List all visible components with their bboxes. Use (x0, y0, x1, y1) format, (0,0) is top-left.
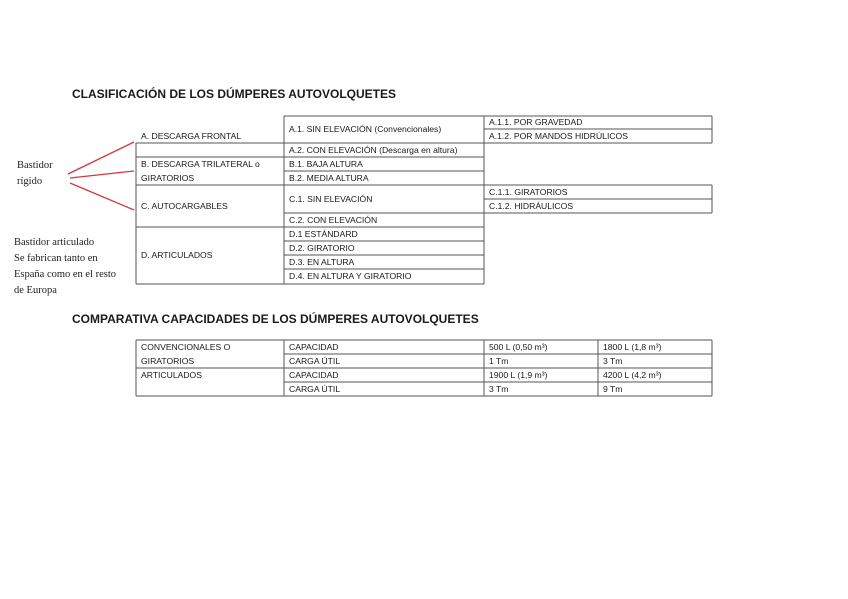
comparison-row-value1: 1900 L (1,9 m³) (489, 370, 548, 380)
classification-title: CLASIFICACIÓN DE LOS DÚMPERES AUTOVOLQUETES (72, 87, 397, 101)
subcategory-c1: C.1. SIN ELEVACIÓN (289, 194, 373, 204)
comparison-row-value1: 3 Tm (489, 384, 509, 394)
comparison-row-label: CARGA ÚTIL (289, 384, 341, 394)
subtype-a12: A.1.2. POR MANDOS HIDRÚLICOS (489, 131, 628, 141)
subcategory-a2: A.2. CON ELEVACIÓN (Descarga en altura) (289, 145, 458, 155)
subtype-c12: C.1.2. HIDRÁULICOS (489, 201, 574, 211)
connector-lines (68, 142, 134, 210)
subcategory-c2: C.2. CON ELEVACIÓN (289, 215, 378, 225)
comparison-row-value1: 1 Tm (489, 356, 509, 366)
comparison-row-value2: 3 Tm (603, 356, 623, 366)
articulated-note-line1: Bastidor articulado (14, 237, 95, 248)
category-d: D. ARTICULADOS (141, 250, 213, 260)
subtype-c11: C.1.1. GIRATORIOS (489, 187, 568, 197)
comparison-group1-line2: GIRATORIOS (141, 356, 195, 366)
comparison-row-label: CARGA ÚTIL (289, 356, 341, 366)
category-a: A. DESCARGA FRONTAL (141, 131, 242, 141)
articulated-note-line4: de Europa (14, 285, 57, 296)
comparison-row-value1: 500 L (0,50 m³) (489, 342, 548, 352)
subcategory-b2: B.2. MEDIA ALTURA (289, 173, 369, 183)
subcategory-d3: D.3. EN ALTURA (289, 257, 355, 267)
comparison-row-value2: 9 Tm (603, 384, 623, 394)
articulated-note-line2: Se fabrican tanto en (14, 253, 98, 264)
comparison-group1-line1: CONVENCIONALES O (141, 342, 231, 352)
category-c: C. AUTOCARGABLES (141, 201, 228, 211)
subtype-a11: A.1.1. POR GRAVEDAD (489, 117, 583, 127)
category-b-line1: B. DESCARGA TRILATERAL o (141, 159, 260, 169)
rigid-frame-note-line2: rígido (17, 176, 43, 187)
comparison-group2: ARTICULADOS (141, 370, 202, 380)
subcategory-a1: A.1. SIN ELEVACIÓN (Convencionales) (289, 124, 442, 134)
rigid-frame-note-line1: Bastidor (17, 160, 53, 171)
comparison-title: COMPARATIVA CAPACIDADES DE LOS DÚMPERES AUTOVOLQUETES (72, 312, 479, 326)
subcategory-d4: D.4. EN ALTURA Y GIRATORIO (289, 271, 412, 281)
subcategory-d2: D.2. GIRATORIO (289, 243, 355, 253)
subcategory-d1: D.1 ESTÁNDARD (289, 229, 358, 239)
comparison-row-value2: 4200 L (4,2 m³) (603, 370, 662, 380)
comparison-row-value2: 1800 L (1,8 m³) (603, 342, 662, 352)
subcategory-b1: B.1. BAJA ALTURA (289, 159, 363, 169)
category-b-line2: GIRATORIOS (141, 173, 195, 183)
comparison-row-label: CAPACIDAD (289, 342, 339, 352)
comparison-row-label: CAPACIDAD (289, 370, 339, 380)
articulated-note-line3: España como en el resto (14, 269, 117, 280)
